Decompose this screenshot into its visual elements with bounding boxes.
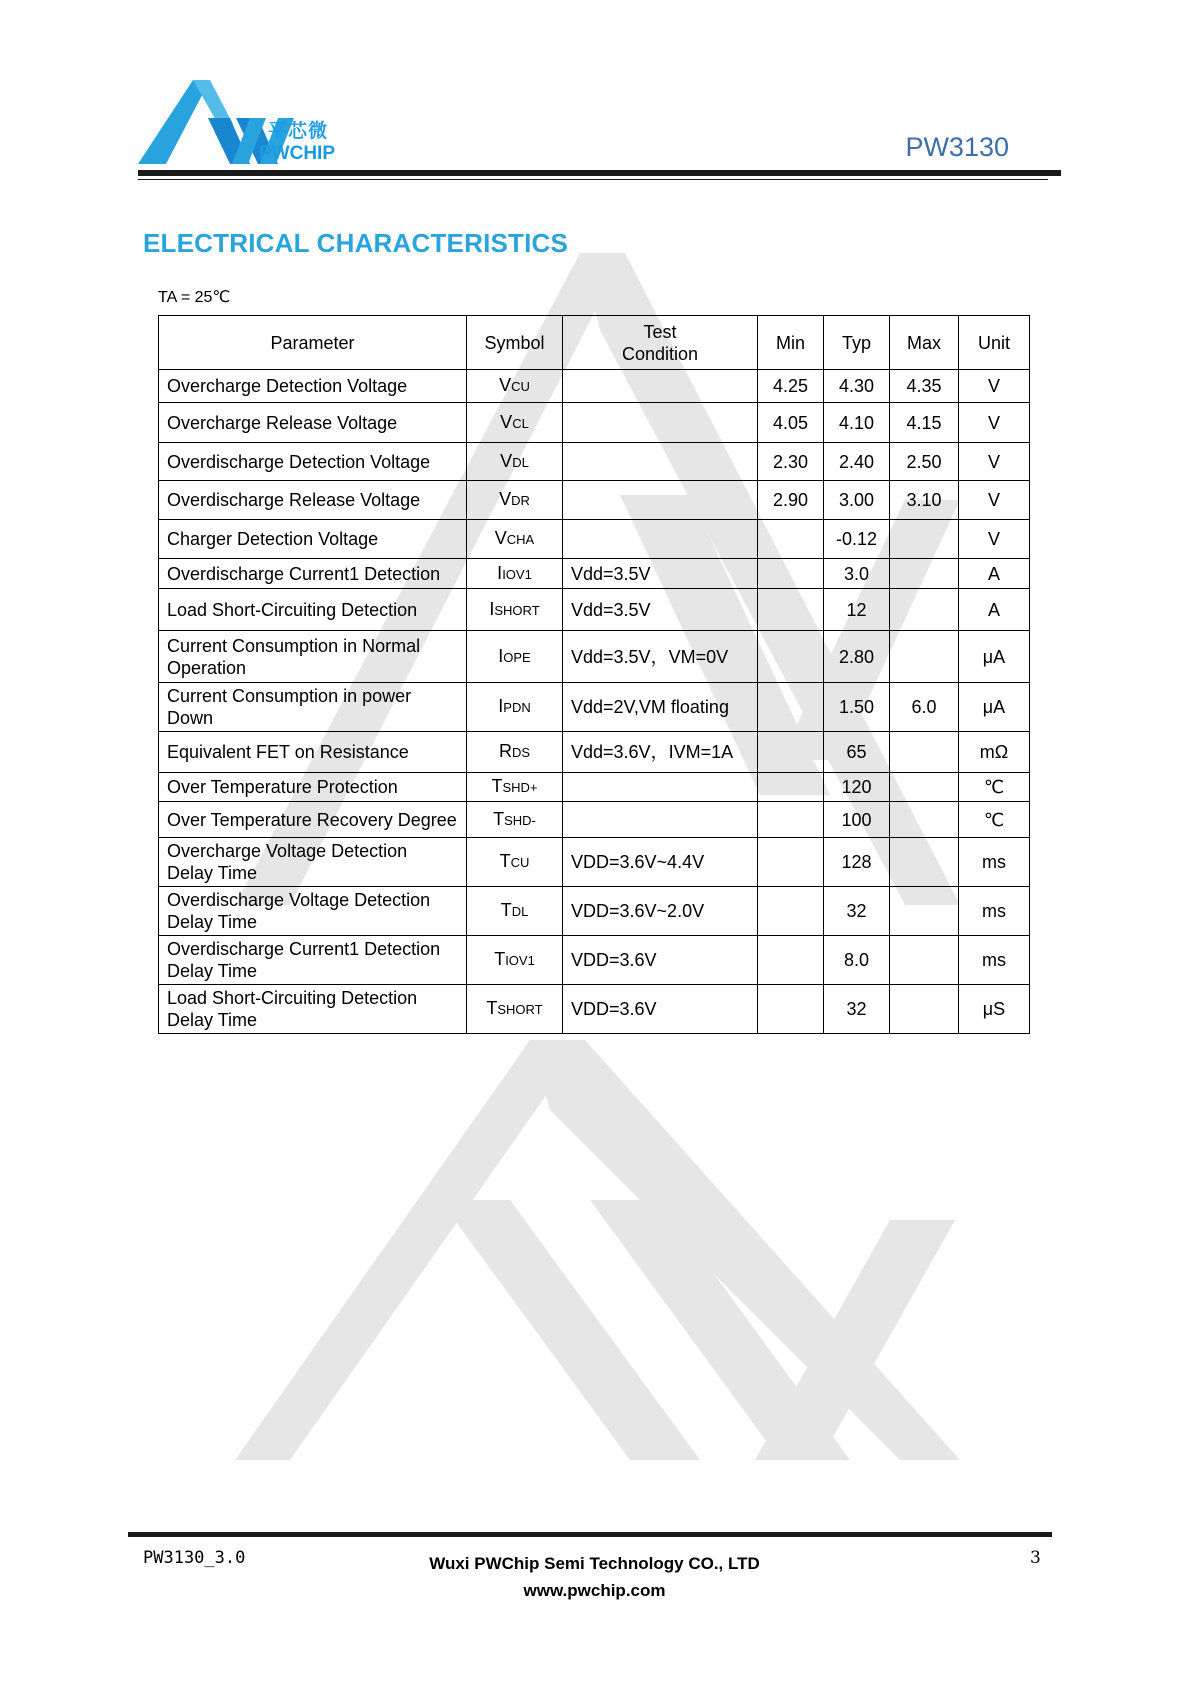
unit-cell: V [959,443,1030,481]
test-condition-cell: Vdd=3.5V [563,589,758,631]
test-condition-cell: VDD=3.6V [563,985,758,1034]
min-cell [758,838,824,887]
min-cell [758,683,824,732]
typ-cell: 1.50 [824,683,890,732]
unit-cell: μA [959,683,1030,732]
header-rule-thick [138,170,1061,176]
symbol-letter: V [500,411,513,432]
footer-website: www.pwchip.com [523,1581,666,1600]
symbol-letter: T [491,776,503,796]
table-row [159,773,1030,802]
parameter-cell: Charger Detection Voltage [159,520,467,559]
unit-cell: ms [959,936,1030,985]
parameter-cell: Over Temperature Protection [159,773,467,802]
test-condition-note: TA = 25℃ [158,289,231,306]
typ-cell: 4.10 [824,403,890,443]
symbol-cell [467,481,563,520]
typ-cell: 2.80 [824,631,890,683]
symbol-letter: I [498,645,504,666]
min-cell [758,520,824,559]
symbol-letter: T [500,900,512,920]
symbol-letter: R [498,741,512,761]
typ-cell: 8.0 [824,936,890,985]
parameter-cell: Current Consumption in Normal Operation [159,631,467,683]
table-row [159,887,1030,936]
symbol-subscript: DR [511,493,530,508]
table-row [159,370,1030,403]
max-cell [890,732,959,773]
typ-cell: 32 [824,887,890,936]
parameter-cell: Overdischarge Release Voltage [159,481,467,520]
max-cell [890,631,959,683]
symbol-subscript: SHORT [497,1002,543,1017]
symbol-letter: V [499,375,512,395]
test-condition-cell [563,370,758,403]
symbol-letter: V [494,528,507,548]
max-cell [890,985,959,1034]
page-number: 3 [1030,1548,1041,1568]
min-cell [758,936,824,985]
table-row [159,443,1030,481]
footer-doc-version: PW3130_3.0 [143,1548,246,1568]
parameter-cell: Overdischarge Current1 Detection [159,559,467,589]
logo-chinese-text: 平芯微 [268,120,329,142]
max-cell [890,802,959,838]
max-cell [890,936,959,985]
test-condition-cell [563,520,758,559]
unit-cell: ℃ [959,773,1030,802]
table-row [159,936,1030,985]
max-cell [890,838,959,887]
symbol-cell [467,773,563,802]
header-test-condition [563,316,758,370]
unit-cell: ms [959,887,1030,936]
symbol-letter: I [498,696,504,716]
table-row [159,589,1030,631]
symbol-cell [467,802,563,838]
max-cell [890,589,959,631]
unit-cell: μA [959,631,1030,683]
symbol-subscript: SHD+ [502,780,538,795]
test-condition-cell: VDD=3.6V~2.0V [563,887,758,936]
test-condition-cell [563,443,758,481]
table-row [159,481,1030,520]
table-row [159,838,1030,887]
symbol-subscript: IOV1 [505,953,535,968]
max-cell: 6.0 [890,683,959,732]
typ-cell: 3.00 [824,481,890,520]
typ-cell: 128 [824,838,890,887]
symbol-letter: T [493,808,505,829]
footer-company: Wuxi PWChip Semi Technology CO., LTD [429,1554,760,1573]
typ-cell: 32 [824,985,890,1034]
symbol-letter: T [494,949,506,969]
test-condition-cell: VDD=3.6V [563,936,758,985]
table-row [159,520,1030,559]
min-cell [758,887,824,936]
header-test-line1: Test [643,321,677,342]
typ-cell: 3.0 [824,559,890,589]
typ-cell: 4.30 [824,370,890,403]
test-condition-cell: Vdd=3.6V，IVM=1A [563,732,758,773]
typ-cell: -0.12 [824,520,890,559]
symbol-cell [467,370,563,403]
table-row [159,631,1030,683]
table-header-row [159,316,1030,370]
document-id: PW3130 [905,132,1009,162]
symbol-letter: T [499,851,511,871]
symbol-letter: T [486,998,498,1018]
min-cell: 2.90 [758,481,824,520]
typ-cell: 120 [824,773,890,802]
symbol-subscript: PDN [503,700,531,715]
footer-company-block [0,1550,1189,1604]
min-cell [758,589,824,631]
unit-cell: A [959,589,1030,631]
table-row [159,802,1030,838]
symbol-cell [467,838,563,887]
symbol-letter: V [499,489,512,509]
test-condition-cell: VDD=3.6V~4.4V [563,838,758,887]
symbol-cell [467,683,563,732]
symbol-cell [467,443,563,481]
header-min: Min [758,316,824,370]
table-body [159,370,1030,1034]
parameter-cell: Overcharge Voltage Detection Delay Time [159,838,467,887]
header-max: Max [890,316,959,370]
symbol-cell [467,520,563,559]
test-condition-cell: Vdd=3.5V，VM=0V [563,631,758,683]
parameter-cell: Overdischarge Detection Voltage [159,443,467,481]
symbol-letter: V [500,450,513,471]
typ-cell: 100 [824,802,890,838]
typ-cell: 65 [824,732,890,773]
symbol-cell [467,589,563,631]
header-rule-thin [138,179,1048,180]
parameter-cell: Overdischarge Current1 Detection Delay Time [159,936,467,985]
logo-english-text: PWCHIP [259,143,335,164]
symbol-subscript: CL [512,415,529,431]
table-row [159,403,1030,443]
symbol-subscript: CU [510,855,530,870]
unit-cell: mΩ [959,732,1030,773]
typ-cell: 2.40 [824,443,890,481]
typ-cell: 12 [824,589,890,631]
max-cell: 4.15 [890,403,959,443]
header-unit: Unit [959,316,1030,370]
symbol-letter: I [497,562,503,583]
min-cell: 4.25 [758,370,824,403]
test-condition-cell: Vdd=3.5V [563,559,758,589]
table-row [159,985,1030,1034]
symbol-subscript: SHORT [494,602,540,618]
symbol-subscript: DL [511,904,529,919]
symbol-subscript: SHD- [504,812,536,828]
symbol-subscript: CU [511,379,530,394]
symbol-subscript: CHA [506,532,535,547]
symbol-cell [467,985,563,1034]
symbol-cell [467,732,563,773]
table-row [159,732,1030,773]
min-cell [758,802,824,838]
table-row [159,683,1030,732]
parameter-cell: Equivalent FET on Resistance [159,732,467,773]
unit-cell: μS [959,985,1030,1034]
electrical-characteristics-table [158,315,1030,1034]
symbol-cell [467,631,563,683]
max-cell [890,887,959,936]
parameter-cell: Load Short-Circuiting Detection Delay Time [159,985,467,1034]
min-cell [758,559,824,589]
max-cell: 3.10 [890,481,959,520]
unit-cell: V [959,481,1030,520]
min-cell [758,985,824,1034]
header-typ: Typ [824,316,890,370]
test-condition-cell [563,773,758,802]
test-condition-cell [563,802,758,838]
max-cell [890,520,959,559]
parameter-cell: Over Temperature Recovery Degree [159,802,467,838]
unit-cell: A [959,559,1030,589]
parameter-cell: Overcharge Release Voltage [159,403,467,443]
test-condition-cell [563,481,758,520]
parameter-cell: Overdischarge Voltage Detection Delay Time [159,887,467,936]
header-test-line2: Condition [621,343,699,364]
unit-cell: V [959,370,1030,403]
unit-cell: ms [959,838,1030,887]
max-cell [890,773,959,802]
max-cell: 4.35 [890,370,959,403]
max-cell [890,559,959,589]
unit-cell: ℃ [959,802,1030,838]
min-cell [758,773,824,802]
symbol-cell [467,887,563,936]
min-cell: 2.30 [758,443,824,481]
parameter-cell: Load Short-Circuiting Detection [159,589,467,631]
symbol-subscript: IOV1 [502,566,532,582]
symbol-cell [467,936,563,985]
header-parameter: Parameter [159,316,467,370]
parameter-cell: Current Consumption in power Down [159,683,467,732]
min-cell [758,732,824,773]
test-condition-cell: Vdd=2V,VM floating [563,683,758,732]
header-symbol: Symbol [467,316,563,370]
symbol-cell [467,403,563,443]
symbol-subscript: DS [511,745,531,760]
symbol-letter: I [489,598,495,619]
min-cell: 4.05 [758,403,824,443]
unit-cell: V [959,520,1030,559]
unit-cell: V [959,403,1030,443]
min-cell [758,631,824,683]
max-cell: 2.50 [890,443,959,481]
test-condition-cell [563,403,758,443]
footer-rule [128,1532,1052,1537]
symbol-subscript: DL [512,454,529,470]
section-title: ELECTRICAL CHARACTERISTICS [143,228,569,258]
symbol-cell [467,559,563,589]
table-row [159,559,1030,589]
symbol-subscript: OPE [503,649,531,665]
parameter-cell: Overcharge Detection Voltage [159,370,467,403]
